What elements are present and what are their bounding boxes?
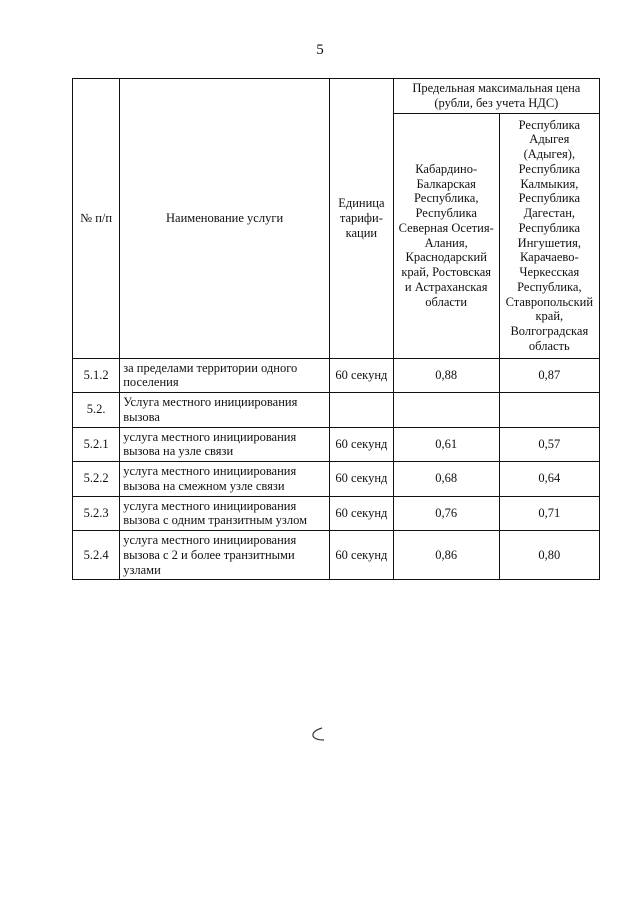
row-price-1: 0,76 bbox=[393, 496, 499, 531]
row-num: 5.2.4 bbox=[73, 531, 120, 580]
row-unit: 60 секунд bbox=[329, 358, 393, 393]
row-price-1: 0,86 bbox=[393, 531, 499, 580]
pen-mark bbox=[308, 725, 328, 745]
row-name: услуга местного инициирования вызова с 2 и более транзитными узлами bbox=[120, 531, 330, 580]
header-unit: Единица тарифи-кации bbox=[329, 79, 393, 359]
row-price-1: 0,88 bbox=[393, 358, 499, 393]
header-name: Наименование услуги bbox=[120, 79, 330, 359]
row-price-2: 0,57 bbox=[499, 427, 599, 462]
row-num: 5.1.2 bbox=[73, 358, 120, 393]
row-price-1: 0,68 bbox=[393, 462, 499, 497]
table-row bbox=[73, 496, 600, 531]
header-region-1: Кабардино-Балкарская Республика, Республика Северная Осетия-Алания, Краснодарский край, Ростовская и Астраханская области bbox=[393, 113, 499, 358]
header-region-2: Республика Адыгея (Адыгея), Республика Калмыкия, Республика Дагестан, Республика Ингушетия, Карачаево-Черкесская Республика, Ставропольский край, Волгоградская область bbox=[499, 113, 599, 358]
table-row-section bbox=[73, 393, 600, 428]
row-unit bbox=[329, 393, 393, 428]
header-row-top bbox=[73, 79, 600, 114]
row-num: 5.2.3 bbox=[73, 496, 120, 531]
row-name: услуга местного инициирования вызова на узле связи bbox=[120, 427, 330, 462]
tariff-table bbox=[72, 78, 600, 580]
row-name: за пределами территории одного поселения bbox=[120, 358, 330, 393]
header-num: № п/п bbox=[73, 79, 120, 359]
page-number: 5 bbox=[316, 42, 324, 58]
row-price-2: 0,64 bbox=[499, 462, 599, 497]
row-name: Услуга местного инициирования вызова bbox=[120, 393, 330, 428]
row-name: услуга местного инициирования вызова на смежном узле связи bbox=[120, 462, 330, 497]
header-price: Предельная максимальная цена (рубли, без учета НДС) bbox=[393, 79, 599, 114]
row-price-2 bbox=[499, 393, 599, 428]
row-price-1 bbox=[393, 393, 499, 428]
row-num: 5.2.1 bbox=[73, 427, 120, 462]
table-row bbox=[73, 531, 600, 580]
row-price-1: 0,61 bbox=[393, 427, 499, 462]
row-num: 5.2. bbox=[73, 393, 120, 428]
table-row bbox=[73, 427, 600, 462]
row-unit: 60 секунд bbox=[329, 496, 393, 531]
table-row bbox=[73, 462, 600, 497]
row-name: услуга местного инициирования вызова с одним транзитным узлом bbox=[120, 496, 330, 531]
row-num: 5.2.2 bbox=[73, 462, 120, 497]
row-price-2: 0,71 bbox=[499, 496, 599, 531]
row-unit: 60 секунд bbox=[329, 462, 393, 497]
row-price-2: 0,87 bbox=[499, 358, 599, 393]
table-row bbox=[73, 358, 600, 393]
row-price-2: 0,80 bbox=[499, 531, 599, 580]
row-unit: 60 секунд bbox=[329, 531, 393, 580]
row-unit: 60 секунд bbox=[329, 427, 393, 462]
